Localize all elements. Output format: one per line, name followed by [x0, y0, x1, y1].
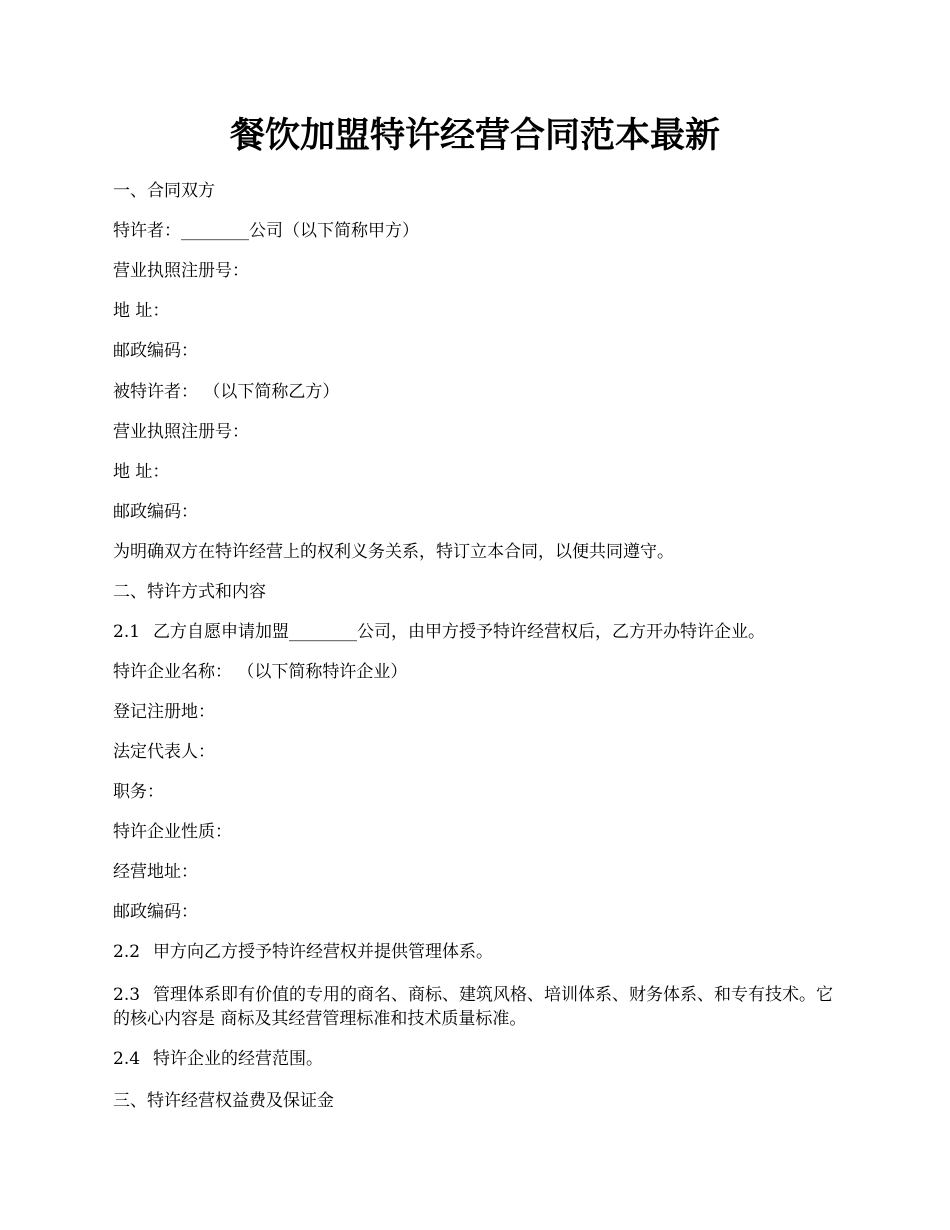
clause-text: 甲方向乙方授予特许经营权并提供管理体系。	[153, 942, 493, 962]
clause-number: 2.4	[113, 1049, 141, 1069]
paragraph: 特许者：________公司（以下简称甲方）	[113, 221, 419, 241]
paragraph: 地 址：	[113, 301, 170, 321]
paragraph: 被特许者： （以下简称乙方）	[113, 382, 340, 402]
document-title: 餐饮加盟特许经营合同范本最新	[229, 115, 720, 156]
paragraph: 经营地址：	[113, 862, 198, 882]
clause-number: 2.1	[113, 622, 141, 642]
clause-number: 2.2	[113, 942, 141, 962]
paragraph: 登记注册地：	[113, 702, 215, 722]
paragraph: 营业执照注册号：	[113, 422, 249, 442]
paragraph: 特许企业名称： （以下简称特许企业）	[113, 662, 408, 682]
clause-text: 乙方自愿申请加盟________公司，由甲方授予特许经营权后，乙方开办特许企业。	[153, 622, 765, 642]
paragraph: 为明确双方在特许经营上的权利义务关系，特订立本合同，以便共同遵守。	[113, 542, 674, 562]
clause-number: 2.3	[113, 985, 141, 1005]
clause	[113, 620, 833, 644]
clause	[113, 940, 833, 964]
clause	[113, 1047, 833, 1071]
paragraph: 法定代表人：	[113, 742, 215, 762]
paragraph: 地 址：	[113, 462, 170, 482]
clause-text: 管理体系即有价值的专用的商名、商标、建筑风格、培训体系、财务体系、和专有技术。它的核心内容是 商标及其经营管理标准和技术质量标准。	[113, 985, 833, 1029]
paragraph: 邮政编码：	[113, 902, 198, 922]
paragraph: 邮政编码：	[113, 502, 198, 522]
clause-text: 特许企业的经营范围。	[153, 1049, 323, 1069]
clause	[113, 983, 833, 1031]
section-heading: 三、特许经营权益费及保证金	[113, 1091, 334, 1111]
section-heading: 二、特许方式和内容	[113, 582, 266, 602]
paragraph: 职务：	[113, 782, 164, 802]
paragraph: 营业执照注册号：	[113, 261, 249, 281]
paragraph: 特许企业性质：	[113, 822, 232, 842]
paragraph: 邮政编码：	[113, 341, 198, 361]
section-heading: 一、合同双方	[113, 181, 215, 201]
